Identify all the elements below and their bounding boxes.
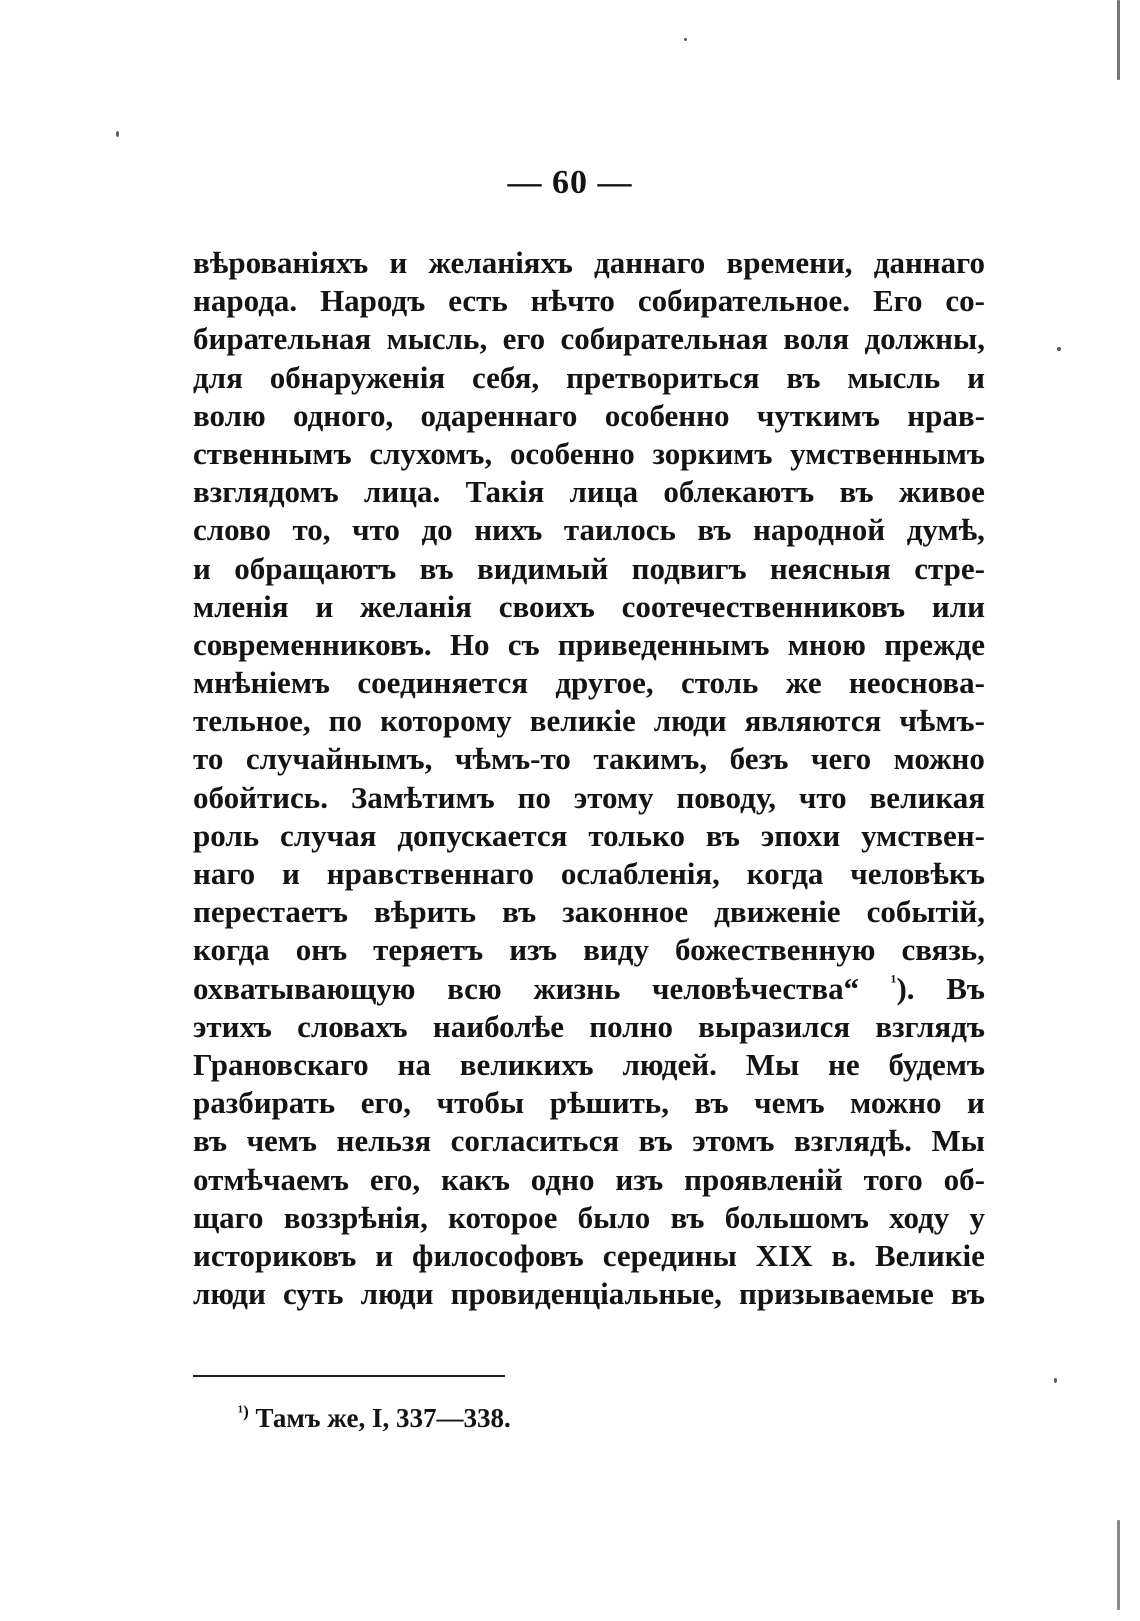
text-line: то случайнымъ, чѣмъ-то такимъ, безъ чего можно [193,741,985,777]
text-line: когда онъ теряетъ изъ виду божественную связь, [193,932,985,968]
scan-speck [1057,347,1061,351]
text-line: роль случая допускается только въ эпохи умствен- [193,817,985,853]
text-line: современниковъ. Но съ приведеннымъ мною прежде [193,626,985,662]
text-line: и обращаютъ въ видимый подвигъ неясныя стре- [193,550,985,586]
text-line: въ чемъ нельзя согласиться въ этомъ взглядѣ. Мы [193,1123,985,1159]
text-line: бирательная мысль, его собирательная воля должны, [193,321,985,357]
footnote-marker: ¹) [238,1402,249,1421]
text-line: мленія и желанія своихъ соотечественниковъ или [193,588,985,624]
page-number: — 60 — [507,164,633,201]
scan-speck [116,131,119,137]
body-text [193,244,985,1313]
text-line: тельное, по которому великіе люди являются чѣмъ- [193,703,985,739]
footnote-divider [193,1375,505,1377]
text-line: этихъ словахъ наиболѣе полно выразился взглядъ [193,1008,985,1044]
scan-speck [1054,1378,1057,1383]
text-line: щаго воззрѣнія, которое было въ большомъ ходу у [193,1199,985,1235]
text-line: перестаетъ вѣрить въ законное движеніе событій, [193,894,985,930]
text-line: волю одного, одареннаго особенно чуткимъ нрав- [193,397,985,433]
text-line: отмѣчаемъ его, какъ одно изъ проявленій того об- [193,1161,985,1197]
text-line: обойтись. Замѣтимъ по этому поводу, что великая [193,779,985,815]
text-line: для обнаруженія себя, претвориться въ мысль и [193,359,985,395]
text-line: взглядомъ лица. Такія лица облекаютъ въ живое [193,474,985,510]
scan-speck [1117,1520,1120,1610]
text-line: историковъ и философовъ середины XIX в. Великіе [193,1237,985,1273]
footnote-text: Тамъ же, I, 337—338. [255,1403,511,1433]
text-line: народа. Народъ есть нѣчто собирательное. Его со- [193,283,985,319]
text-line: Грановскаго на великихъ людей. Мы не будемъ [193,1046,985,1082]
scan-speck [684,38,687,41]
text-line: слово то, что до нихъ таилось въ народной думѣ, [193,512,985,548]
text-line: ственнымъ слухомъ, особенно зоркимъ умственнымъ [193,435,985,471]
scan-speck [1117,0,1120,80]
text-line: наго и нравственнаго ослабленія, когда человѣкъ [193,856,985,891]
text-line: вѣрованіяхъ и желаніяхъ даннаго времени, даннаго [193,245,985,280]
text-line: люди суть люди провиденціальные, призываемые въ [193,1276,985,1312]
footnote [238,1403,511,1434]
text-line: охватывающую всю жизнь человѣчества“ $^{^1}$). Въ [193,970,985,1006]
text-line: разбирать его, чтобы рѣшить, въ чемъ можно и [193,1085,985,1121]
text-line: мнѣніемъ соединяется другое, столь же неоснова- [193,665,985,701]
